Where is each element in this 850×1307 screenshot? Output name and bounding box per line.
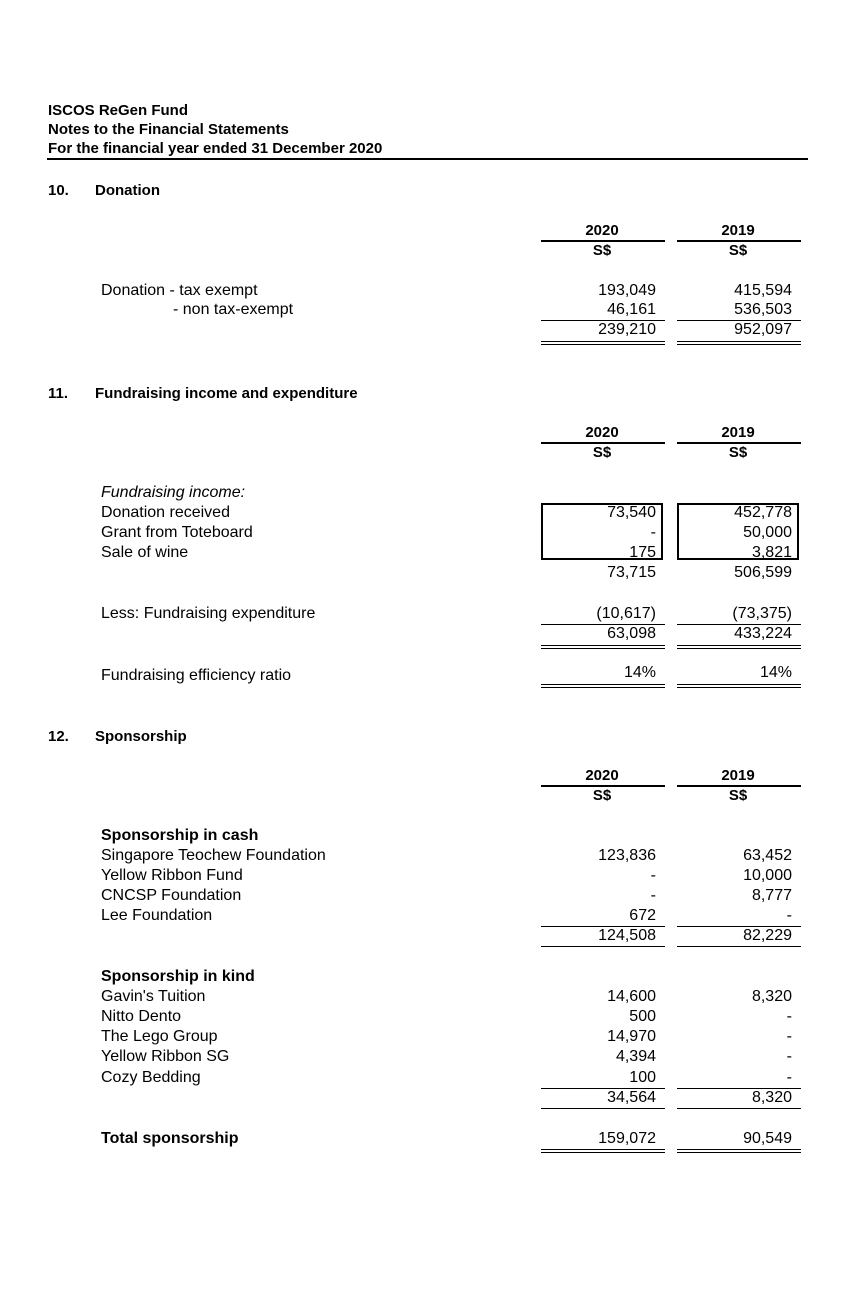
- value-2020: 500: [629, 1008, 656, 1025]
- year-2019-heading: 2019: [721, 424, 755, 441]
- currency-2019: S$: [728, 787, 748, 804]
- value-2019: 415,594: [734, 282, 792, 299]
- currency-2019: S$: [728, 444, 748, 461]
- year-2020-heading: 2020: [585, 222, 619, 239]
- value-2019: 452,778: [734, 504, 792, 521]
- total-sponsorship-label: Total sponsorship: [101, 1130, 239, 1147]
- row-label: Yellow Ribbon Fund: [101, 867, 243, 884]
- total-double-rule: [677, 645, 801, 649]
- row-label: Lee Foundation: [101, 907, 213, 924]
- value-2019: 63,452: [743, 847, 792, 864]
- currency-2020: S$: [592, 242, 612, 259]
- year-2019-heading: 2019: [721, 767, 755, 784]
- subtotal-rule: [677, 946, 801, 947]
- total-double-rule: [677, 1149, 801, 1153]
- value-2019: 8,777: [751, 887, 792, 904]
- currency-2020: S$: [592, 444, 612, 461]
- subtotal-rule: [541, 1108, 665, 1109]
- value-2019: 10,000: [743, 867, 792, 884]
- total-double-rule: [541, 1149, 665, 1153]
- year-2020-heading: 2020: [585, 767, 619, 784]
- header-rule: [47, 158, 808, 160]
- value-2019: -: [786, 1008, 792, 1025]
- row-label: Less: Fundraising expenditure: [101, 605, 316, 622]
- total-double-rule: [677, 684, 801, 688]
- income-total-2020: 73,715: [607, 564, 656, 581]
- section-number: 10.: [48, 182, 69, 199]
- section-title: Donation: [95, 182, 160, 199]
- value-2020: 14,600: [607, 988, 656, 1005]
- value-2019: -: [786, 907, 792, 924]
- value-2019: 50,000: [743, 524, 792, 541]
- ratio-2019: 14%: [759, 664, 792, 681]
- value-2020: 175: [629, 544, 656, 561]
- year-2020-heading: 2020: [585, 424, 619, 441]
- row-label: The Lego Group: [101, 1028, 218, 1045]
- cash-total-2020: 124,508: [598, 927, 656, 944]
- currency-2020: S$: [592, 787, 612, 804]
- value-2019: -: [786, 1028, 792, 1045]
- value-2020: 73,540: [607, 504, 656, 521]
- value-2020: -: [650, 867, 656, 884]
- total-double-rule: [541, 341, 665, 345]
- row-label: Fundraising efficiency ratio: [101, 667, 292, 684]
- value-2019: 536,503: [734, 301, 792, 318]
- row-label: CNCSP Foundation: [101, 887, 242, 904]
- net-2020: 63,098: [607, 625, 656, 642]
- total-2020: 239,210: [598, 321, 656, 338]
- total-sponsorship-2019: 90,549: [743, 1130, 792, 1147]
- value-2020: -: [650, 887, 656, 904]
- value-2020: 123,836: [598, 847, 656, 864]
- value-2020: 46,161: [607, 301, 656, 318]
- section-number: 12.: [48, 728, 69, 745]
- kind-total-2019: 8,320: [751, 1089, 792, 1106]
- period-title: For the financial year ended 31 December 2020: [48, 140, 383, 157]
- kind-total-2020: 34,564: [607, 1089, 656, 1106]
- total-sponsorship-2020: 159,072: [598, 1130, 656, 1147]
- statement-title: Notes to the Financial Statements: [48, 121, 289, 138]
- total-2019: 952,097: [734, 321, 792, 338]
- subtotal-rule: [541, 946, 665, 947]
- row-label: Cozy Bedding: [101, 1069, 201, 1086]
- total-double-rule: [677, 341, 801, 345]
- entity-name: ISCOS ReGen Fund: [48, 102, 189, 119]
- row-label: Yellow Ribbon SG: [101, 1048, 230, 1065]
- currency-2019: S$: [728, 242, 748, 259]
- income-total-2019: 506,599: [734, 564, 792, 581]
- ratio-2020: 14%: [623, 664, 656, 681]
- value-2019: -: [786, 1048, 792, 1065]
- cash-total-2019: 82,229: [743, 927, 792, 944]
- net-2019: 433,224: [734, 625, 792, 642]
- value-2020: (10,617): [596, 605, 656, 622]
- value-2019: 3,821: [751, 544, 792, 561]
- section-number: 11.: [48, 385, 69, 402]
- row-label: Sale of wine: [101, 544, 189, 561]
- value-2020: 672: [629, 907, 656, 924]
- kind-heading: Sponsorship in kind: [101, 968, 255, 985]
- value-2019: (73,375): [732, 605, 792, 622]
- row-label: Gavin's Tuition: [101, 988, 206, 1005]
- row-label: Grant from Toteboard: [101, 524, 253, 541]
- income-heading: Fundraising income:: [101, 484, 246, 501]
- value-2020: 193,049: [598, 282, 656, 299]
- row-label: Donation received: [101, 504, 230, 521]
- total-double-rule: [541, 645, 665, 649]
- value-2019: -: [786, 1069, 792, 1086]
- value-2020: -: [650, 524, 656, 541]
- value-2020: 4,394: [615, 1048, 656, 1065]
- row-label: Donation - tax exempt: [101, 282, 258, 299]
- section-title: Fundraising income and expenditure: [95, 385, 358, 402]
- row-label: Singapore Teochew Foundation: [101, 847, 326, 864]
- row-label: Nitto Dento: [101, 1008, 182, 1025]
- subtotal-rule: [677, 1108, 801, 1109]
- section-title: Sponsorship: [95, 728, 187, 745]
- value-2020: 14,970: [607, 1028, 656, 1045]
- year-2019-heading: 2019: [721, 222, 755, 239]
- value-2020: 100: [629, 1069, 656, 1086]
- cash-heading: Sponsorship in cash: [101, 827, 259, 844]
- value-2019: 8,320: [751, 988, 792, 1005]
- total-double-rule: [541, 684, 665, 688]
- row-label: - non tax-exempt: [173, 301, 294, 318]
